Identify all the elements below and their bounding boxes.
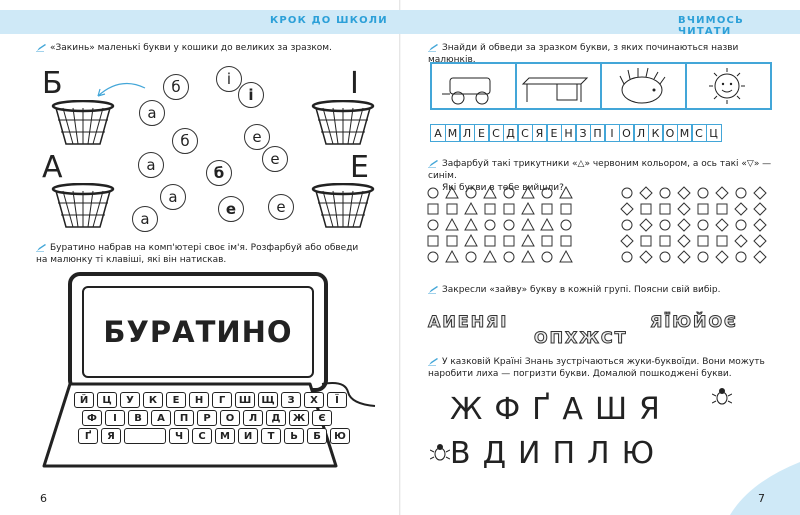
letter-group-3[interactable]: ЯЇЮЙОЄ: [650, 312, 738, 331]
circle-shape[interactable]: [542, 252, 552, 262]
square-shape[interactable]: [660, 236, 670, 246]
diamond-shape[interactable]: [640, 219, 652, 231]
circle-shape[interactable]: [622, 220, 632, 230]
circle-shape[interactable]: [466, 188, 476, 198]
circle-shape[interactable]: [542, 188, 552, 198]
circle-shape[interactable]: [504, 252, 514, 262]
letter-box[interactable]: Д: [503, 124, 519, 142]
keyboard-key[interactable]: Г: [212, 392, 232, 408]
left-task1-text: «Закинь» маленькі букви у кошики до великих за зразком.: [50, 43, 332, 53]
capital-letter-3: А: [42, 150, 63, 185]
letter-circle[interactable]: е: [268, 194, 294, 220]
pencil-icon: [36, 243, 47, 252]
square-shape[interactable]: [698, 204, 708, 214]
sun-icon: [687, 64, 767, 108]
capital-letter-1: Б: [42, 66, 63, 101]
keyboard-key[interactable]: Я: [101, 428, 121, 444]
triangle-up-shape[interactable]: [465, 219, 477, 230]
diamond-shape[interactable]: [754, 235, 766, 247]
keyboard-key[interactable]: Щ: [258, 392, 278, 408]
page-corner-decoration: [730, 462, 800, 515]
keyboard-key[interactable]: К: [143, 392, 163, 408]
square-shape[interactable]: [641, 204, 651, 214]
letter-box[interactable]: С: [517, 124, 533, 142]
picture-cell-3[interactable]: [600, 62, 687, 110]
letter-box[interactable]: С: [488, 124, 504, 142]
circle-shape[interactable]: [466, 252, 476, 262]
letter-circle[interactable]: і: [238, 82, 264, 108]
triangle-up-shape[interactable]: [484, 187, 496, 198]
diamond-shape[interactable]: [754, 187, 766, 199]
diamond-shape[interactable]: [678, 235, 690, 247]
square-shape[interactable]: [698, 236, 708, 246]
square-shape[interactable]: [561, 204, 571, 214]
letter-box[interactable]: Н: [561, 124, 577, 142]
square-shape[interactable]: [561, 236, 571, 246]
letter-circle[interactable]: е: [218, 196, 244, 222]
keyboard-key[interactable]: И: [238, 428, 258, 444]
triangle-up-shape[interactable]: [446, 219, 458, 230]
right-task3-text: Закресли «зайву» букву в кожній групі. Поясни свій вибір.: [442, 285, 721, 295]
circle-shape[interactable]: [736, 188, 746, 198]
triangle-up-icon: △: [577, 159, 585, 169]
square-shape[interactable]: [485, 204, 495, 214]
task2-text-part3: » — синім.: [428, 159, 772, 181]
triangle-up-shape[interactable]: [522, 203, 534, 214]
right-task1-text: Знайди й обведи за зразком букви, з яких починаються назви малюнків.: [428, 43, 739, 65]
left-task2-instruction: [36, 242, 366, 266]
left-task2-text: Буратино набрав на комп'ютері своє ім'я. Розфарбуй або обведи на малюнку ті клавіші, які він натискав.: [36, 243, 359, 265]
letter-box[interactable]: М: [445, 124, 461, 142]
letter-box[interactable]: Е: [546, 124, 562, 142]
circle-shape[interactable]: [622, 252, 632, 262]
letter-box[interactable]: С: [691, 124, 707, 142]
keyboard-key[interactable]: А: [151, 410, 171, 426]
letter-strip: [430, 124, 720, 142]
letter-box[interactable]: Л: [633, 124, 649, 142]
pencil-icon: [428, 357, 439, 366]
circle-shape[interactable]: [660, 252, 670, 262]
capital-letter-2: І: [350, 66, 359, 101]
square-shape[interactable]: [447, 236, 457, 246]
example-arrow-icon: [80, 78, 150, 108]
circle-shape[interactable]: [561, 220, 571, 230]
broken-letters-row-1[interactable]: ЖФҐАШЯ: [450, 392, 672, 427]
pencil-icon: [428, 159, 439, 168]
keyboard-key[interactable]: Ц: [97, 392, 117, 408]
circle-shape[interactable]: [428, 188, 438, 198]
square-shape[interactable]: [717, 236, 727, 246]
keyboard-key[interactable]: Р: [197, 410, 217, 426]
basket-icon: [48, 183, 118, 233]
diamond-shape[interactable]: [640, 187, 652, 199]
diamond-shape[interactable]: [754, 219, 766, 231]
diamond-shape[interactable]: [678, 251, 690, 263]
right-page: [400, 0, 800, 515]
keyboard-key[interactable]: Й: [74, 392, 94, 408]
square-shape[interactable]: [485, 236, 495, 246]
letter-group-1[interactable]: АИЕНЯІ: [428, 312, 509, 331]
letter-circle[interactable]: е: [262, 146, 288, 172]
diamond-shape[interactable]: [754, 251, 766, 263]
diamond-shape[interactable]: [754, 203, 766, 215]
task2-text-part4: Які букви в тебе вийшли?: [442, 183, 564, 193]
square-shape[interactable]: [504, 204, 514, 214]
keyboard: [48, 380, 346, 460]
letter-box[interactable]: Я: [532, 124, 548, 142]
keyboard-key[interactable]: У: [120, 392, 140, 408]
diamond-shape[interactable]: [621, 235, 633, 247]
hedgehog-icon: [602, 64, 682, 108]
keyboard-key[interactable]: Ґ: [78, 428, 98, 444]
triangle-up-shape[interactable]: [560, 187, 572, 198]
shape-grid-right: [620, 186, 780, 266]
right-header-title: ВЧИМОСЬ ЧИТАТИ: [678, 15, 744, 37]
circle-shape[interactable]: [698, 252, 708, 262]
circle-shape[interactable]: [428, 220, 438, 230]
keyboard-key[interactable]: Ї: [327, 392, 347, 408]
desk-icon: [517, 64, 597, 108]
circle-shape[interactable]: [736, 252, 746, 262]
pencil-icon: [36, 43, 47, 52]
diamond-shape[interactable]: [678, 203, 690, 215]
letter-circle[interactable]: а: [139, 100, 165, 126]
picture-cell-4[interactable]: [685, 62, 772, 110]
letter-box[interactable]: З: [575, 124, 591, 142]
pencil-icon: [428, 285, 439, 294]
triangle-up-shape[interactable]: [522, 235, 534, 246]
diamond-shape[interactable]: [678, 187, 690, 199]
circle-shape[interactable]: [504, 220, 514, 230]
laptop-screen: [68, 272, 328, 392]
triangle-up-shape[interactable]: [465, 203, 477, 214]
circle-shape[interactable]: [698, 220, 708, 230]
left-task1-instruction: [36, 42, 366, 54]
keyboard-key[interactable]: Ь: [284, 428, 304, 444]
broken-letters-row-2[interactable]: ВДИПЛЮ: [450, 436, 666, 471]
keyboard-key[interactable]: Д: [266, 410, 286, 426]
diamond-shape[interactable]: [621, 203, 633, 215]
keyboard-key[interactable]: В: [128, 410, 148, 426]
square-shape[interactable]: [428, 204, 438, 214]
triangle-up-shape[interactable]: [522, 219, 534, 230]
shape-grid-left: [426, 186, 586, 266]
square-shape[interactable]: [542, 236, 552, 246]
diamond-shape[interactable]: [735, 235, 747, 247]
circle-shape[interactable]: [660, 220, 670, 230]
keyboard-key[interactable]: Ю: [330, 428, 350, 444]
keyboard-key[interactable]: Е: [166, 392, 186, 408]
task2-text-part1: Зафарбуй такі трикутники «: [442, 159, 578, 169]
keyboard-key[interactable]: Ф: [82, 410, 102, 426]
basket-icon: [308, 100, 378, 150]
circle-shape[interactable]: [504, 188, 514, 198]
letter-circle[interactable]: і: [216, 66, 242, 92]
square-shape[interactable]: [717, 204, 727, 214]
letter-box[interactable]: К: [648, 124, 664, 142]
letter-box[interactable]: П: [590, 124, 606, 142]
keyboard-key[interactable]: Є: [312, 410, 332, 426]
letter-circle[interactable]: а: [138, 152, 164, 178]
letter-box[interactable]: О: [662, 124, 678, 142]
letter-circle[interactable]: а: [160, 184, 186, 210]
keyboard-key[interactable]: І: [105, 410, 125, 426]
bug-icon: [712, 386, 732, 406]
square-shape[interactable]: [641, 236, 651, 246]
capital-letter-4: Е: [350, 150, 369, 185]
tractor-icon: [432, 64, 512, 108]
circle-shape[interactable]: [698, 188, 708, 198]
keyboard-key[interactable]: Л: [243, 410, 263, 426]
left-header-band: [0, 10, 400, 34]
right-header-band: [400, 10, 800, 37]
square-shape[interactable]: [660, 204, 670, 214]
letter-box[interactable]: М: [677, 124, 693, 142]
letter-box[interactable]: О: [619, 124, 635, 142]
triangle-up-shape[interactable]: [522, 251, 534, 262]
letter-circle[interactable]: б: [172, 128, 198, 154]
letter-box[interactable]: А: [430, 124, 446, 142]
left-header-title: КРОК ДО ШКОЛИ: [270, 15, 388, 26]
diamond-shape[interactable]: [640, 251, 652, 263]
keyboard-key[interactable]: Н: [189, 392, 209, 408]
triangle-up-shape[interactable]: [541, 219, 553, 230]
circle-shape[interactable]: [485, 220, 495, 230]
letter-group-2[interactable]: ОПХЖСТ: [534, 328, 628, 347]
keyboard-row-1: [74, 392, 347, 408]
diamond-shape[interactable]: [716, 219, 728, 231]
diamond-shape[interactable]: [716, 187, 728, 199]
letter-circle[interactable]: б: [163, 74, 189, 100]
letter-circle[interactable]: б: [206, 160, 232, 186]
keyboard-key[interactable]: Т: [261, 428, 281, 444]
keyboard-key[interactable]: Ш: [235, 392, 255, 408]
basket-icon: [308, 183, 378, 233]
letter-box[interactable]: І: [604, 124, 620, 142]
right-task4-text: У казковій Країні Знань зустрічаються жуки-буквоїди. Вони можуть наробити лиха — погризти букви. Домалюй пошкоджені букви.: [428, 357, 765, 379]
task2-text-part2: » червоним кольором, а ось такі «: [584, 159, 747, 169]
square-shape[interactable]: [504, 236, 514, 246]
triangle-up-shape[interactable]: [522, 187, 534, 198]
triangle-up-shape[interactable]: [446, 187, 458, 198]
right-task3-instruction: [428, 284, 778, 296]
keyboard-key[interactable]: М: [215, 428, 235, 444]
letter-box[interactable]: Ц: [706, 124, 722, 142]
laptop-display-text: БУРАТИНО: [82, 286, 314, 378]
letter-circle[interactable]: е: [244, 124, 270, 150]
square-shape[interactable]: [428, 236, 438, 246]
triangle-up-shape[interactable]: [484, 251, 496, 262]
right-task4-instruction: [428, 356, 773, 380]
keyboard-key[interactable]: Ж: [289, 410, 309, 426]
bug-icon: [430, 442, 450, 462]
right-page-number: 7: [758, 492, 765, 505]
keyboard-key[interactable]: О: [220, 410, 240, 426]
square-shape[interactable]: [542, 204, 552, 214]
picture-cell-1[interactable]: [430, 62, 517, 110]
letter-circle[interactable]: а: [132, 206, 158, 232]
triangle-up-shape[interactable]: [446, 251, 458, 262]
circle-shape[interactable]: [660, 188, 670, 198]
left-page-number: 6: [40, 492, 47, 505]
picture-strip: [430, 62, 770, 112]
keyboard-key[interactable]: Б: [307, 428, 327, 444]
keyboard-row-2: [82, 410, 332, 426]
diamond-shape[interactable]: [716, 251, 728, 263]
diamond-shape[interactable]: [678, 219, 690, 231]
triangle-up-shape[interactable]: [465, 235, 477, 246]
circle-shape[interactable]: [428, 252, 438, 262]
keyboard-key[interactable]: П: [174, 410, 194, 426]
diamond-shape[interactable]: [735, 203, 747, 215]
circle-shape[interactable]: [622, 188, 632, 198]
letter-box[interactable]: Л: [459, 124, 475, 142]
keyboard-row-3: [78, 428, 350, 444]
circle-shape[interactable]: [736, 220, 746, 230]
keyboard-key[interactable]: Х: [304, 392, 324, 408]
pencil-icon: [428, 43, 439, 52]
letter-box[interactable]: Е: [474, 124, 490, 142]
keyboard-space-key[interactable]: [124, 428, 166, 444]
keyboard-key[interactable]: З: [281, 392, 301, 408]
square-shape[interactable]: [447, 204, 457, 214]
keyboard-key[interactable]: С: [192, 428, 212, 444]
keyboard-key[interactable]: Ч: [169, 428, 189, 444]
picture-cell-2[interactable]: [515, 62, 602, 110]
triangle-down-icon: ▽: [746, 159, 754, 169]
triangle-up-shape[interactable]: [560, 251, 572, 262]
